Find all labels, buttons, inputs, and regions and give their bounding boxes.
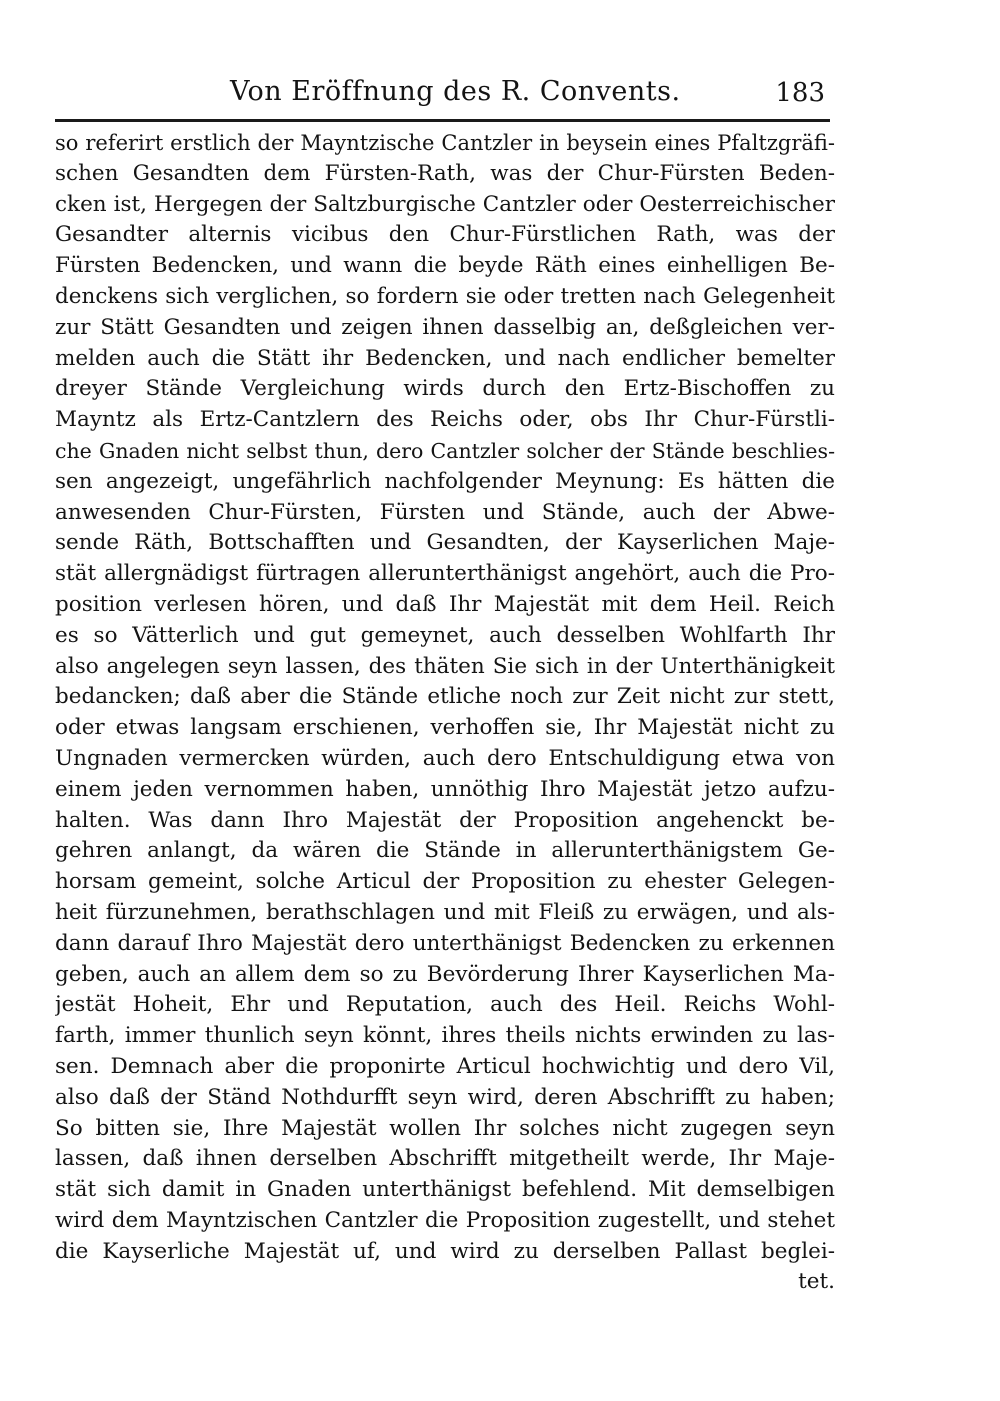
text-line: che Gnaden nicht selbst thun, dero Cantzler solcher der Stände beschlies- xyxy=(55,438,835,463)
text-line: horsam gemeint, solche Articul der Proposition zu ehester Gelegen- xyxy=(55,869,835,895)
text-line: die Kayserliche Majestät uf, und wird zu derselben Pallast beglei- xyxy=(55,1238,835,1264)
text-line: sen. Demnach aber die proponirte Articul hochwichtig und dero Vil, xyxy=(55,1053,835,1079)
text-line: halten. Was dann Ihro Majestät der Proposition angehenckt be- xyxy=(55,807,835,833)
text-line: Mayntz als Ertz-Cantzlern des Reichs oder, obs Ihr Chur-Fürstli- xyxy=(55,407,835,433)
text-line: Fürsten Bedencken, und wann die beyde Räth eines einhelligen Be- xyxy=(55,253,835,279)
text-line: dreyer Stände Vergleichung wirds durch den Ertz-Bischoffen zu xyxy=(55,376,835,402)
text-line: Gesandter alternis vicibus den Chur-Fürstlichen Rath, was der xyxy=(55,222,835,248)
text-line: position verlesen hören, und daß Ihr Majestät mit dem Heil. Reich xyxy=(55,591,835,617)
text-line: so referirt erstlich der Mayntzische Cantzler in beysein eines Pfaltzgräfi- xyxy=(55,131,835,155)
text-line: So bitten sie, Ihre Majestät wollen Ihr solches nicht zugegen seyn xyxy=(55,1115,835,1141)
text-line: bedancken; daß aber die Stände etliche noch zur Zeit nicht zur stett, xyxy=(55,684,835,710)
text-line: einem jeden vernommen haben, unnöthig Ihro Majestät jetzo aufzu- xyxy=(55,776,835,802)
running-head xyxy=(55,76,825,116)
text-line: cken ist, Hergegen der Saltzburgische Cantzler oder Oesterreichischer xyxy=(55,191,835,217)
text-line: geben, auch an allem dem so zu Bevörderung Ihrer Kayserlichen Ma- xyxy=(55,961,835,987)
text-line: anwesenden Chur-Fürsten, Fürsten und Stände, auch der Abwe- xyxy=(55,499,835,525)
text-line: gehren anlangt, da wären die Stände in allerunterthänigstem Ge- xyxy=(55,838,835,864)
text-line: Ungnaden vermercken würden, auch dero Entschuldigung etwa von xyxy=(55,745,835,771)
text-line: also daß der Ständ Nothdurfft seyn wird, deren Abschrifft zu haben; xyxy=(55,1084,835,1110)
header-rule xyxy=(55,119,830,122)
text-line: melden auch die Stätt ihr Bedencken, und nach endlicher bemelter xyxy=(55,345,835,371)
text-line: wird dem Mayntzischen Cantzler die Proposition zugestellt, und stehet xyxy=(55,1207,835,1233)
text-line: sende Räth, Bottschafften und Gesandten, der Kayserlichen Maje- xyxy=(55,530,835,556)
text-line: also angelegen seyn lassen, des thäten Sie sich in der Unterthänigkeit xyxy=(55,653,835,679)
text-line: es so Vätterlich und gut gemeynet, auch desselben Wohlfarth Ihr xyxy=(55,622,835,648)
text-line: stät allergnädigst fürtragen allerunterthänigst angehört, auch die Pro- xyxy=(55,561,835,587)
text-line: schen Gesandten dem Fürsten-Rath, was der Chur-Fürsten Beden- xyxy=(55,160,835,186)
text-line-final: tet. xyxy=(798,1269,835,1295)
text-line: lassen, daß ihnen derselben Abschrifft mitgetheilt werde, Ihr Maje- xyxy=(55,1146,835,1172)
text-line: zur Stätt Gesandten und zeigen ihnen dasselbig an, deßgleichen ver- xyxy=(55,314,835,340)
running-head-title: Von Eröffnung des R. Convents. xyxy=(230,76,681,107)
text-line: denckens sich verglichen, so fordern sie oder tretten nach Gelegenheit xyxy=(55,283,835,309)
text-line: oder etwas langsam erschienen, verhoffen sie, Ihr Majestät nicht zu xyxy=(55,715,835,741)
text-line: stät sich damit in Gnaden unterthänigst befehlend. Mit demselbigen xyxy=(55,1177,835,1203)
text-line: heit fürzunehmen, berathschlagen und mit Fleiß zu erwägen, und als- xyxy=(55,899,835,925)
text-line: jestät Hoheit, Ehr und Reputation, auch des Heil. Reichs Wohl- xyxy=(55,992,835,1018)
page-number: 183 xyxy=(775,78,825,108)
text-line: sen angezeigt, ungefährlich nachfolgender Meynung: Es hätten die xyxy=(55,468,835,494)
text-line: farth, immer thunlich seyn könnt, ihres theils nichts erwinden zu las- xyxy=(55,1023,835,1049)
body-text xyxy=(55,128,835,1298)
text-line: dann darauf Ihro Majestät dero unterthänigst Bedencken zu erkennen xyxy=(55,930,835,956)
